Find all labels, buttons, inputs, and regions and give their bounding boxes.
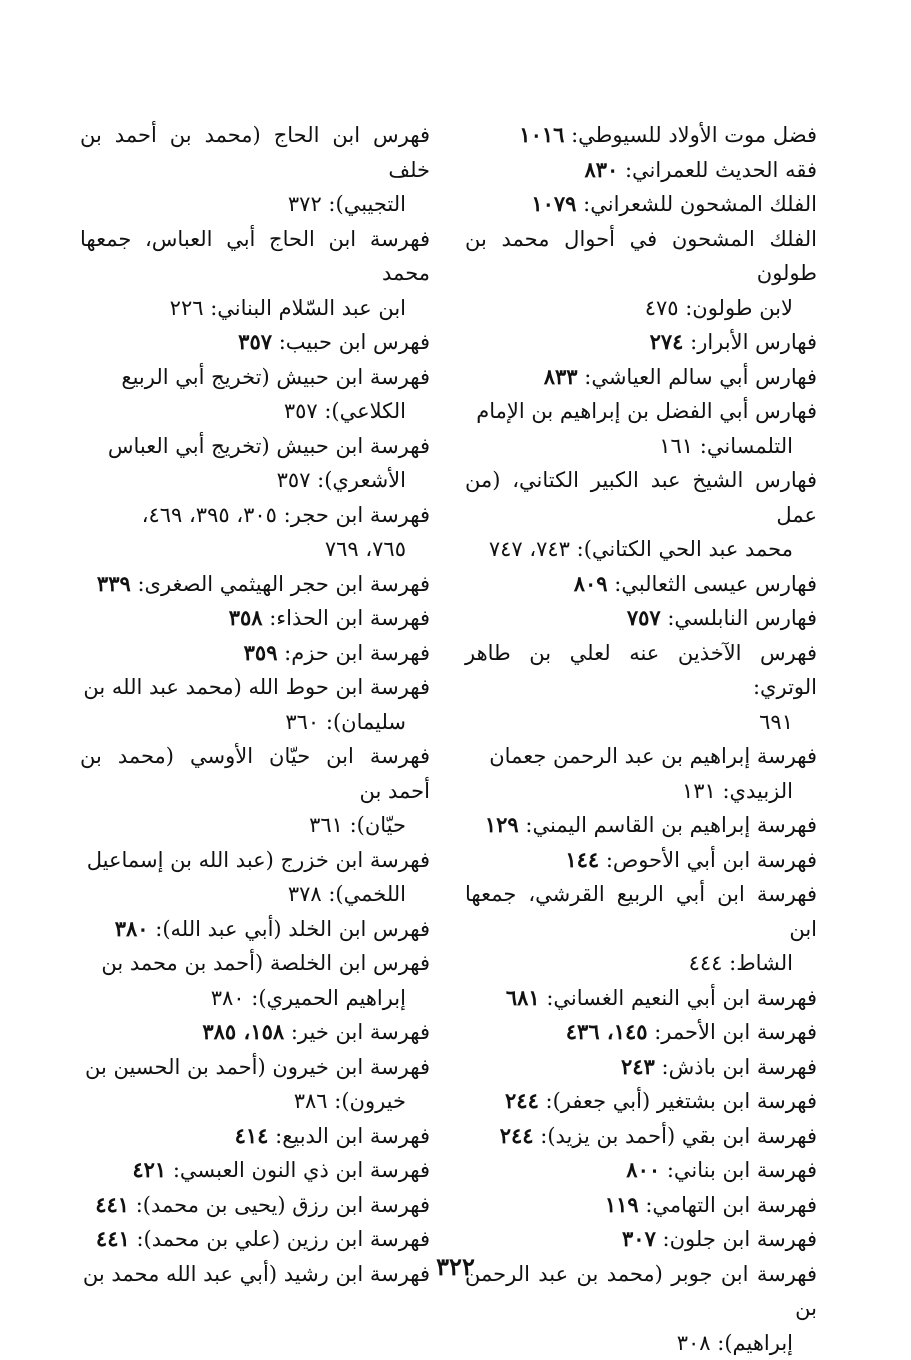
index-entry	[80, 222, 430, 326]
index-entry	[465, 187, 817, 222]
entry-page-refs: ٣٠٧	[622, 1226, 656, 1251]
entry-title: فهارس الأبرار:	[683, 330, 817, 354]
right-index-column	[465, 118, 817, 1360]
entry-continuation: التجيبي): ٣٧٢	[80, 187, 430, 222]
index-entry	[80, 1119, 430, 1154]
entry-title: فقه الحديث للعمراني:	[618, 158, 817, 182]
entry-title: فهرسة ابن حوط الله (محمد عبد الله بن	[83, 675, 430, 699]
entry-page-refs: ٤٤١	[95, 1192, 129, 1217]
index-entry	[465, 877, 817, 981]
entry-continuation: التلمساني: ١٦١	[465, 429, 817, 464]
entry-title: فهرسة ابن أبي الأحوص:	[599, 848, 817, 872]
index-entry	[465, 118, 817, 153]
entry-title: فهرسة ابن الحذاء:	[263, 606, 430, 630]
index-entry	[465, 567, 817, 602]
entry-title: فهرسة ابن الدبيع:	[268, 1124, 430, 1148]
index-entry	[465, 1015, 817, 1050]
entry-continuation: إبراهيم الحميري): ٣٨٠	[80, 981, 430, 1016]
entry-title: فهرسة ابن خزرج (عبد الله بن إسماعيل	[87, 848, 430, 872]
entry-page-refs: ٢٤٤	[500, 1123, 534, 1148]
entry-title: الفلك المشحون في أحوال محمد بن طولون	[465, 227, 817, 286]
entry-page-refs: ٧٥٧	[627, 605, 661, 630]
index-entry	[80, 636, 430, 671]
entry-continuation: ٦٩١	[465, 705, 817, 740]
entry-title: فهرس الآخذين عنه لعلي بن طاهر الوتري:	[465, 641, 817, 700]
entry-page-refs: ١٥٨، ٣٨٥	[202, 1019, 284, 1044]
entry-page-refs: ٦٨١	[506, 985, 540, 1010]
entry-title: فهارس أبي الفضل بن إبراهيم بن الإمام	[476, 399, 817, 423]
entry-page-refs: ٣٥٧	[238, 329, 272, 354]
entry-title: فهرسة ابن رشيد (أبي عبد الله محمد بن	[83, 1262, 430, 1286]
index-entry	[80, 946, 430, 1015]
entry-title: فهرسة ابن جوبر (محمد بن عبد الرحمن بن	[465, 1262, 817, 1321]
entry-title: فهرسة ابن بشتغير (أبي جعفر):	[539, 1089, 817, 1113]
entry-title: فهرسة ابن جلون:	[656, 1227, 817, 1251]
index-entry	[465, 1188, 817, 1223]
index-entry	[465, 222, 817, 326]
entry-page-refs: ٤٢١	[132, 1157, 166, 1182]
index-entry	[80, 912, 430, 947]
entry-title: فهرسة ابن الأحمر:	[648, 1020, 817, 1044]
entry-title: فهرسة إبراهيم بن القاسم اليمني:	[519, 813, 817, 837]
index-entry	[80, 1188, 430, 1223]
index-entry	[80, 843, 430, 912]
index-entry	[80, 498, 430, 567]
entry-page-refs: ٢٤٤	[505, 1088, 539, 1113]
entry-continuation: الزبيدي: ١٣١	[465, 774, 817, 809]
entry-page-refs: ٨٣٠	[584, 157, 618, 182]
entry-title: فهرسة ابن حجر الهيثمي الصغرى:	[131, 572, 430, 596]
entry-page-refs: ٨٠٠	[626, 1157, 660, 1182]
index-entry	[465, 981, 817, 1016]
index-entry	[80, 1153, 430, 1188]
entry-title: فهرسة ابن ذي النون العبسي:	[166, 1158, 430, 1182]
entry-title: فهرسة ابن حجر: ٣٠٥، ٣٩٥، ٤٦٩،	[142, 503, 430, 527]
index-entry	[80, 601, 430, 636]
entry-title: فهارس الشيخ عبد الكبير الكتاني، (من عمل	[465, 468, 817, 527]
entry-page-refs: ١٤٥، ٤٣٦	[566, 1019, 648, 1044]
index-entry	[80, 118, 430, 222]
entry-page-refs: ٣٥٨	[229, 605, 263, 630]
index-entry	[465, 394, 817, 463]
entry-title: فهرسة ابن رزق (يحيى بن محمد):	[129, 1193, 430, 1217]
entry-page-refs: ٢٧٤	[650, 329, 684, 354]
entry-title: فهارس النابلسي:	[661, 606, 817, 630]
index-entry	[465, 843, 817, 878]
entry-title: فهرسة ابن أبي النعيم الغساني:	[540, 986, 817, 1010]
index-entry	[465, 808, 817, 843]
entry-continuation: ٧٦٥، ٧٦٩	[80, 532, 430, 567]
index-entry	[80, 360, 430, 429]
entry-page-refs: ١٠٧٩	[531, 191, 576, 216]
entry-title: الفلك المشحون للشعراني:	[576, 192, 817, 216]
entry-title: فهرسة إبراهيم بن عبد الرحمن جعمان	[489, 744, 817, 768]
index-entry	[465, 739, 817, 808]
entry-page-refs: ١٤٤	[565, 847, 599, 872]
entry-title: فهرسة ابن رزين (علي بن محمد):	[130, 1227, 430, 1251]
index-entry	[465, 636, 817, 740]
entry-continuation: حيّان): ٣٦١	[80, 808, 430, 843]
entry-continuation: محمد عبد الحي الكتاني): ٧٤٣، ٧٤٧	[465, 532, 817, 567]
entry-page-refs: ٣٣٩	[97, 571, 131, 596]
entry-continuation: الأشعري): ٣٥٧	[80, 463, 430, 498]
entry-title: فضل موت الأولاد للسيوطي:	[564, 123, 817, 147]
entry-title: فهرسة ابن حيّان الأوسي (محمد بن أحمد بن	[80, 744, 430, 803]
entry-title: فهارس أبي سالم العياشي:	[578, 365, 817, 389]
index-entry	[465, 463, 817, 567]
entry-page-refs: ٢٤٣	[621, 1054, 655, 1079]
index-entry	[80, 1050, 430, 1119]
entry-page-refs: ٨٣٣	[544, 364, 578, 389]
entry-title: فهرسة ابن بقي (أحمد بن يزيد):	[534, 1124, 817, 1148]
index-entry	[465, 1119, 817, 1154]
index-entry	[465, 1050, 817, 1085]
entry-title: فهرسة ابن بناني:	[660, 1158, 817, 1182]
entry-page-refs: ١١٩	[605, 1192, 639, 1217]
entry-continuation: إبراهيم): ٣٠٨	[465, 1326, 817, 1360]
entry-title: فهرسة ابن حبيش (تخريج أبي الربيع	[121, 365, 430, 389]
index-entry	[80, 670, 430, 739]
entry-page-refs: ٤٤١	[96, 1226, 130, 1251]
entry-title: فهرس ابن الخلد (أبي عبد الله):	[149, 917, 430, 941]
index-entry	[465, 1153, 817, 1188]
index-entry	[465, 601, 817, 636]
entry-title: فهرسة ابن أبي الربيع القرشي، جمعها ابن	[465, 882, 817, 941]
entry-page-refs: ٨٠٩	[574, 571, 608, 596]
entry-page-refs: ١٠١٦	[519, 122, 564, 147]
entry-title: فهرس ابن الخلصة (أحمد بن محمد بن	[101, 951, 430, 975]
index-entry	[80, 429, 430, 498]
entry-continuation: الكلاعي): ٣٥٧	[80, 394, 430, 429]
entry-continuation: ابن عبد السّلام البناني: ٢٢٦	[80, 291, 430, 326]
index-entry	[80, 1015, 430, 1050]
index-entry	[465, 360, 817, 395]
entry-page-refs: ١٢٩	[485, 812, 519, 837]
entry-continuation: خيرون): ٣٨٦	[80, 1084, 430, 1119]
entry-title: فهرسة ابن حبيش (تخريج أبي العباس	[108, 434, 430, 458]
index-entry	[465, 1084, 817, 1119]
entry-continuation: الشاط: ٤٤٤	[465, 946, 817, 981]
entry-title: فهرس ابن الحاج (محمد بن أحمد بن خلف	[80, 123, 430, 182]
index-entry	[465, 153, 817, 188]
entry-title: فهرس ابن حبيب:	[272, 330, 430, 354]
entry-title: فهرسة ابن خير:	[284, 1020, 430, 1044]
entry-title: فهرسة ابن التهامي:	[639, 1193, 817, 1217]
left-index-column	[80, 118, 430, 1291]
entry-page-refs: ٤١٤	[235, 1123, 269, 1148]
index-entry	[80, 739, 430, 843]
index-entry	[80, 567, 430, 602]
page-number: ٣٢٢	[0, 1252, 911, 1281]
entry-continuation: سليمان): ٣٦٠	[80, 705, 430, 740]
entry-title: فهرسة ابن حزم:	[278, 641, 431, 665]
entry-title: فهرسة ابن الحاج أبي العباس، جمعها محمد	[80, 227, 430, 286]
index-entry	[465, 325, 817, 360]
entry-page-refs: ٣٨٠	[115, 916, 149, 941]
entry-continuation: اللخمي): ٣٧٨	[80, 877, 430, 912]
entry-page-refs: ٣٥٩	[244, 640, 278, 665]
entry-title: فهرسة ابن خيرون (أحمد بن الحسين بن	[85, 1055, 430, 1079]
entry-title: فهارس عيسى الثعالبي:	[608, 572, 817, 596]
entry-title: فهرسة ابن باذش:	[655, 1055, 817, 1079]
index-entry	[80, 325, 430, 360]
entry-continuation: لابن طولون: ٤٧٥	[465, 291, 817, 326]
